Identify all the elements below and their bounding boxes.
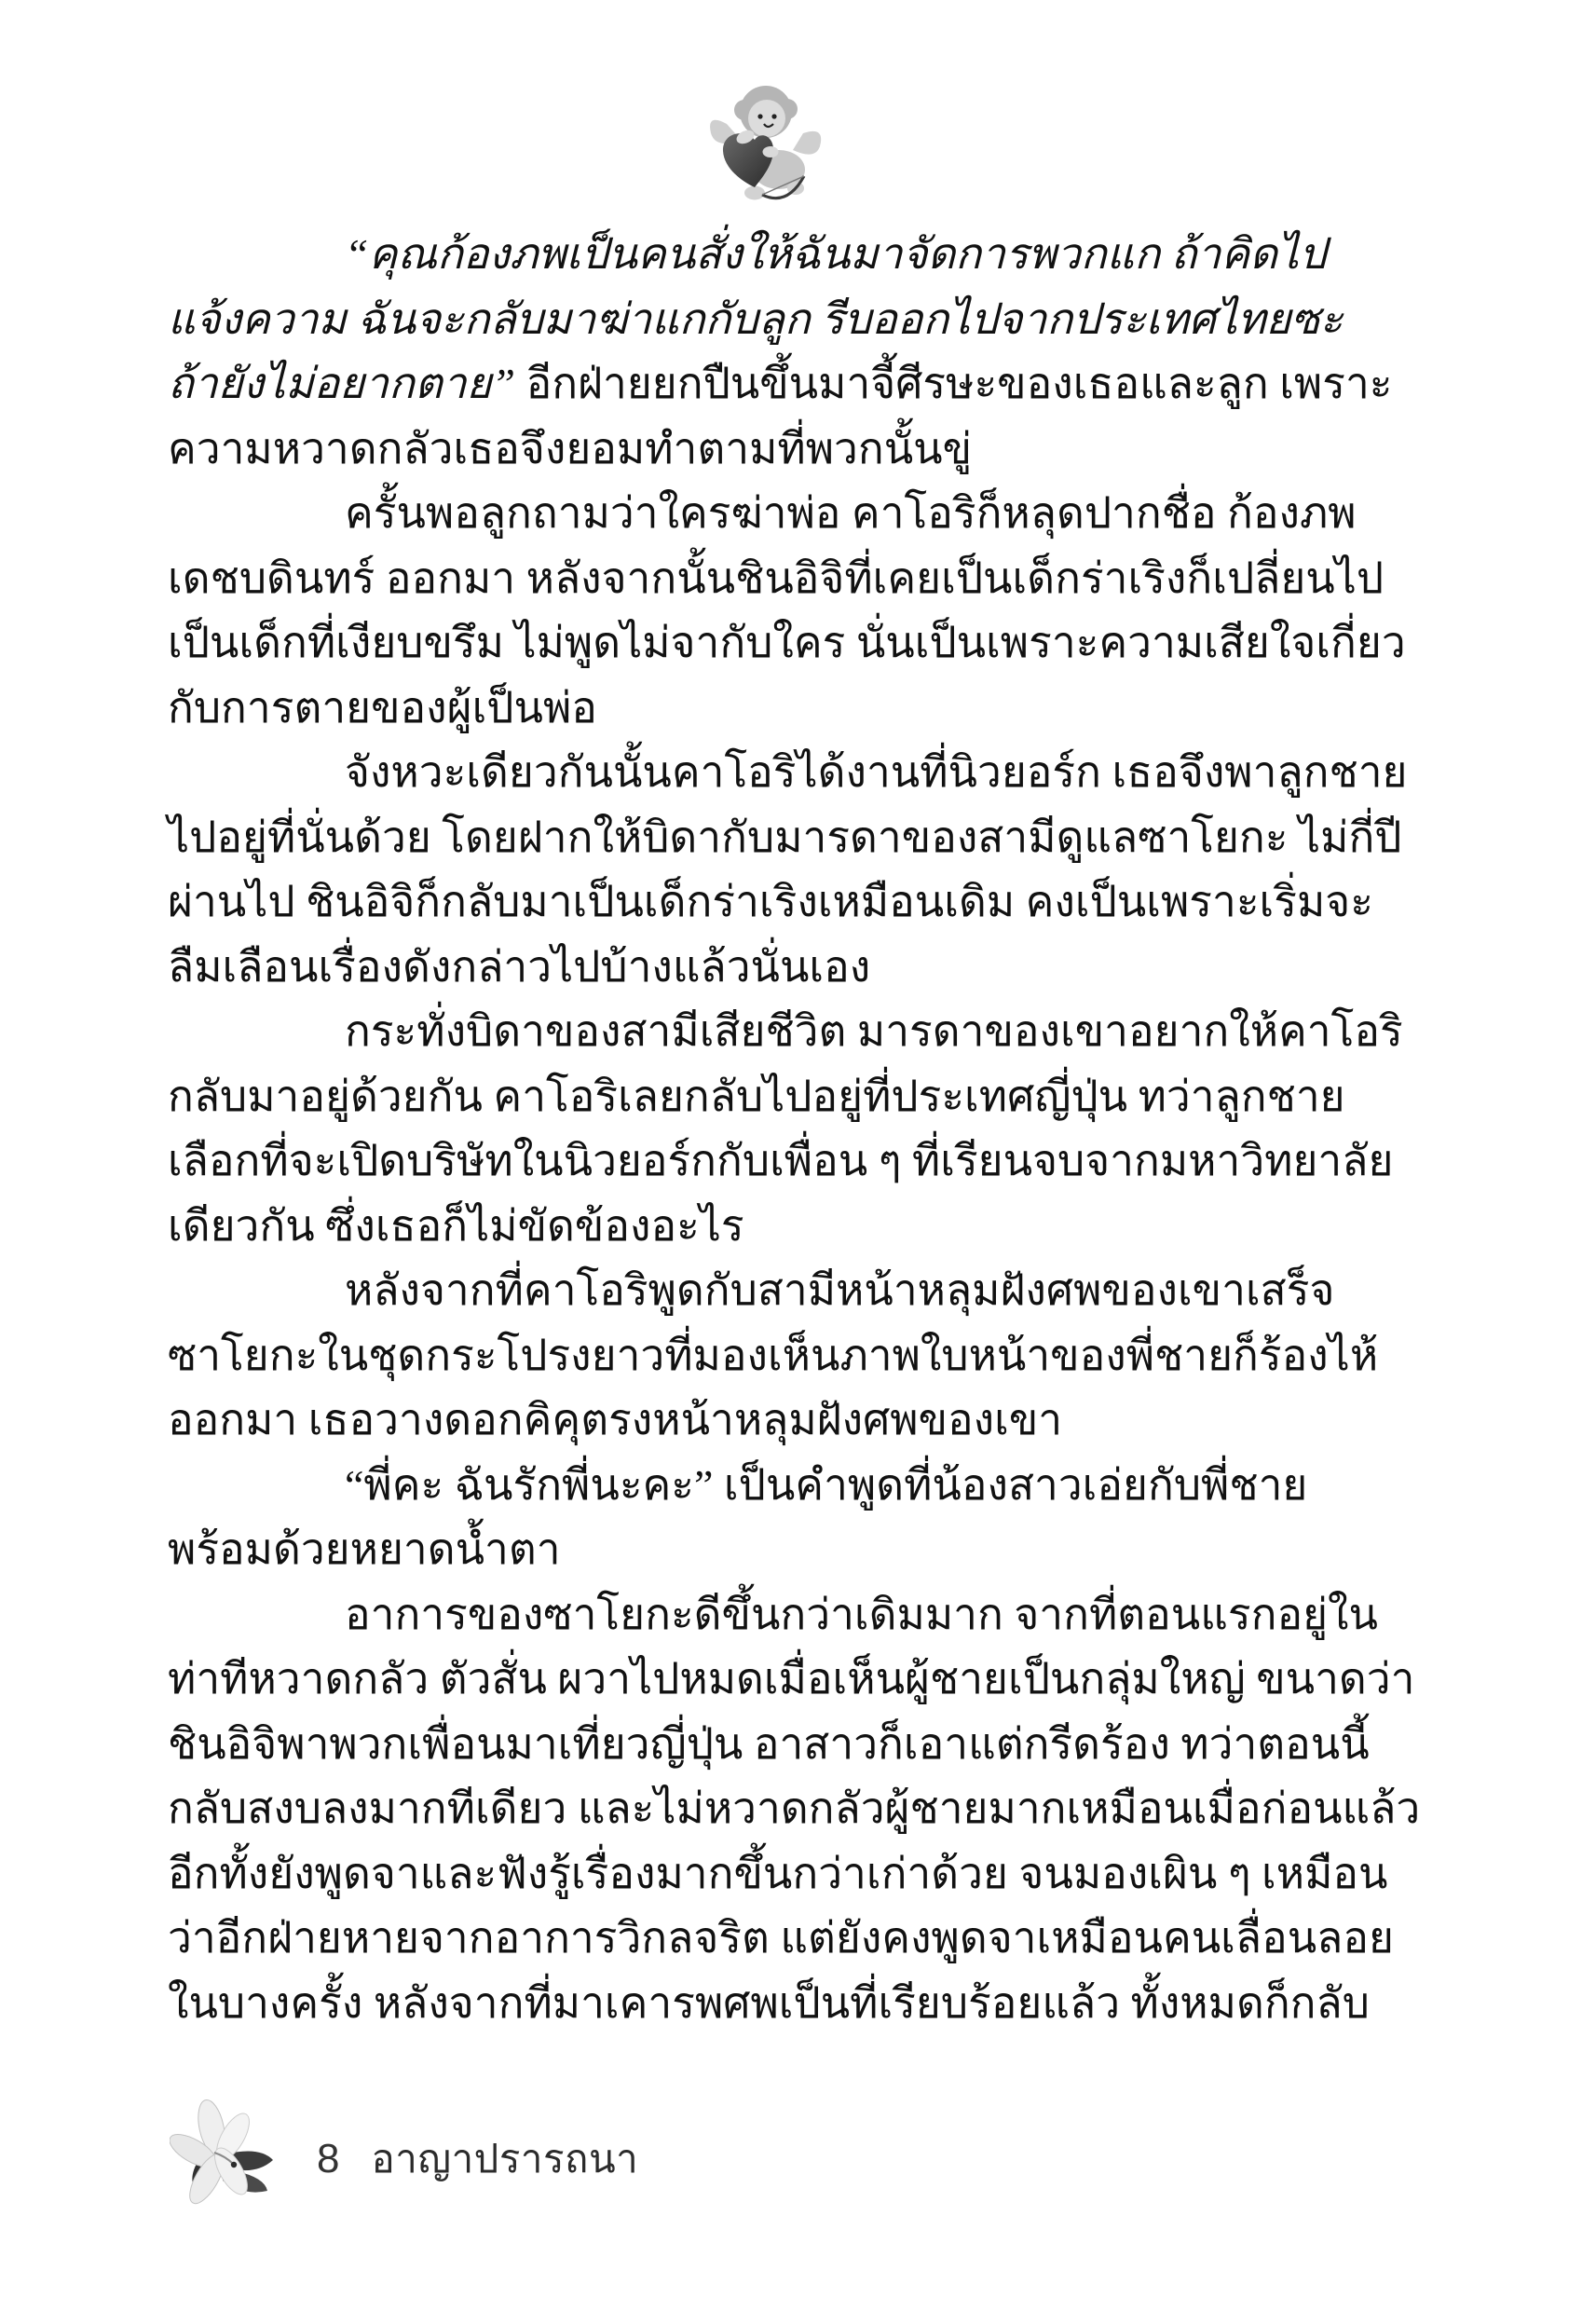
text-block bbox=[168, 222, 1421, 2035]
text-line bbox=[168, 740, 1408, 805]
paragraph bbox=[168, 740, 1408, 999]
text-segment: ลืมเลือนเรื่องดังกล่าวไปบ้างแล้วนั่นเอง bbox=[168, 942, 871, 991]
text-segment: เป็นเด็กที่เงียบขรึม ไม่พูดไม่จากับใคร นั่นเป็นเพราะความเสียใจเกี่ยว bbox=[168, 619, 1406, 666]
text-segment: จังหวะเดียวกันนั้นคาโอริได้งานที่นิวยอร์ก เธอจึงพาลูกชาย bbox=[345, 748, 1408, 796]
text-segment: ความหวาดกลัวเธอจึงยอมทำตามที่พวกนั้นขู่ bbox=[168, 424, 973, 472]
text-line bbox=[168, 935, 1365, 1000]
text-segment: แจ้งความ ฉันจะกลับมาฆ่าแกกับลูก รีบออกไปจากประเทศไทยซะ bbox=[168, 294, 1344, 343]
text-line bbox=[168, 1712, 1370, 1777]
text-line bbox=[168, 287, 1365, 352]
text-segment: ชินอิจิพาพวกเพื่อนมาเที่ยวญี่ปุ่น อาสาวก็เอาแต่กรีดร้อง ทว่าตอนนี้ bbox=[168, 1719, 1370, 1768]
paragraph bbox=[168, 1582, 1421, 2036]
text-line bbox=[168, 1971, 1370, 2036]
paragraph bbox=[168, 222, 1393, 481]
text-segment: ท่าทีหวาดกลัว ตัวสั่น ผวาไปหมดเมื่อเห็นผู้ชายเป็นกลุ่มใหญ่ ขนาดว่า bbox=[168, 1655, 1415, 1702]
text-segment: เลือกที่จะเปิดบริษัทในนิวยอร์กกับเพื่อน ๆ ที่เรียนจบจากมหาวิทยาลัย bbox=[168, 1137, 1394, 1184]
paragraph bbox=[168, 481, 1406, 740]
text-line bbox=[168, 1582, 1378, 1648]
text-line bbox=[168, 869, 1373, 935]
text-line bbox=[168, 1453, 1365, 1518]
text-line bbox=[168, 1517, 1365, 1582]
text-segment: “พี่คะ ฉันรักพี่นะคะ” เป็นคำพูดที่น้องสาวเอ่ยกับพี่ชาย bbox=[345, 1460, 1308, 1509]
text-segment: “คุณก้องภพเป็นคนสั่งให้ฉันมาจัดการพวกแก ถ้าคิดไป bbox=[345, 230, 1327, 278]
footer-row bbox=[317, 2128, 638, 2190]
text-segment: เดียวกัน ซึ่งเธอก็ไม่ขัดข้องอะไร bbox=[168, 1201, 744, 1250]
text-line bbox=[168, 417, 1365, 482]
text-segment: กับการตายของผู้เป็นพ่อ bbox=[168, 683, 597, 732]
text-line bbox=[168, 999, 1403, 1064]
text-segment: กลับมาอยู่ด้วยกัน คาโอริเลยกลับไปอยู่ที่ประเทศญี่ปุ่น ทว่าลูกชาย bbox=[168, 1072, 1345, 1120]
text-segment: อีกฝ่ายยกปืนขึ้นมาจี้ศีรษะของเธอและลูก เพราะ bbox=[525, 360, 1393, 407]
paragraph bbox=[168, 1258, 1379, 1453]
text-line bbox=[168, 546, 1385, 611]
text-segment: ซาโยกะในชุดกระโปรงยาวที่มองเห็นภาพใบหน้าของพี่ชายก็ร้องไห้ bbox=[168, 1331, 1379, 1379]
text-line bbox=[168, 1064, 1365, 1129]
text-line bbox=[168, 1323, 1379, 1388]
text-line bbox=[168, 1647, 1415, 1712]
cupid-heart-icon bbox=[699, 82, 839, 212]
text-line bbox=[168, 351, 1393, 417]
page-number: 8 bbox=[317, 2136, 340, 2181]
page-footer bbox=[0, 2087, 1596, 2236]
text-line bbox=[168, 1388, 1365, 1453]
text-line bbox=[168, 676, 1365, 741]
cupid-heart-illustration bbox=[699, 82, 839, 212]
text-line bbox=[168, 1841, 1388, 1907]
text-segment: ถ้ายังไม่อยากตาย” bbox=[168, 360, 526, 407]
text-segment: อาการของซาโยกะดีขึ้นกว่าเดิมมาก จากที่ตอนแรกอยู่ใน bbox=[345, 1590, 1378, 1638]
text-segment: อีกทั้งยังพูดจาและฟังรู้เรื่องมากขึ้นกว่าเก่าด้วย จนมองเผิน ๆ เหมือน bbox=[168, 1849, 1388, 1897]
lily-flower-icon bbox=[170, 2095, 291, 2221]
text-segment: ว่าอีกฝ่ายหายจากอาการวิกลจริต แต่ยังคงพูดจาเหมือนคนเลื่อนลอย bbox=[168, 1914, 1394, 1962]
text-line bbox=[168, 1776, 1421, 1841]
text-segment: หลังจากที่คาโอริพูดกับสามีหน้าหลุมฝังศพของเขาเสร็จ bbox=[345, 1266, 1335, 1314]
text-segment: พร้อมด้วยหยาดน้ำตา bbox=[168, 1525, 561, 1573]
text-line bbox=[168, 610, 1406, 676]
text-segment: ผ่านไป ชินอิจิก็กลับมาเป็นเด็กร่าเริงเหมือนเดิม คงเป็นเพราะเริ่มจะ bbox=[168, 878, 1373, 925]
text-line bbox=[168, 1194, 1365, 1259]
text-segment: ไปอยู่ที่นั่นด้วย โดยฝากให้บิดากับมารดาของสามีดูแลซาโยกะ ไม่กี่ปี bbox=[168, 813, 1402, 861]
text-segment: ในบางครั้ง หลังจากที่มาเคารพศพเป็นที่เรียบร้อยแล้ว ทั้งหมดก็กลับ bbox=[168, 1978, 1370, 2027]
text-segment: ออกมา เธอวางดอกคิคุตรงหน้าหลุมฝังศพของเขา bbox=[168, 1396, 1063, 1443]
text-line bbox=[168, 1128, 1394, 1194]
running-title: อาญาปรารถนา bbox=[371, 2137, 639, 2181]
text-line bbox=[168, 1258, 1365, 1323]
text-segment: ครั้นพอลูกถามว่าใครฆ่าพ่อ คาโอริก็หลุดปากชื่อ ก้องภพ bbox=[345, 489, 1357, 537]
paragraph bbox=[168, 999, 1403, 1258]
paragraph bbox=[168, 1453, 1365, 1582]
text-segment: เดชบดินทร์ ออกมา หลังจากนั้นชินอิจิที่เคยเป็นเด็กร่าเริงก็เปลี่ยนไป bbox=[168, 554, 1385, 602]
text-segment: กลับสงบลงมากทีเดียว และไม่หวาดกลัวผู้ชายมากเหมือนเมื่อก่อนแล้ว bbox=[168, 1785, 1421, 1832]
lily-flower-illustration bbox=[170, 2095, 291, 2221]
text-line bbox=[168, 481, 1365, 546]
text-line bbox=[168, 1906, 1394, 1971]
text-segment: กระทั่งบิดาของสามีเสียชีวิต มารดาของเขาอยากให้คาโอริ bbox=[345, 1007, 1403, 1055]
text-line bbox=[168, 222, 1365, 287]
text-line bbox=[168, 805, 1402, 870]
